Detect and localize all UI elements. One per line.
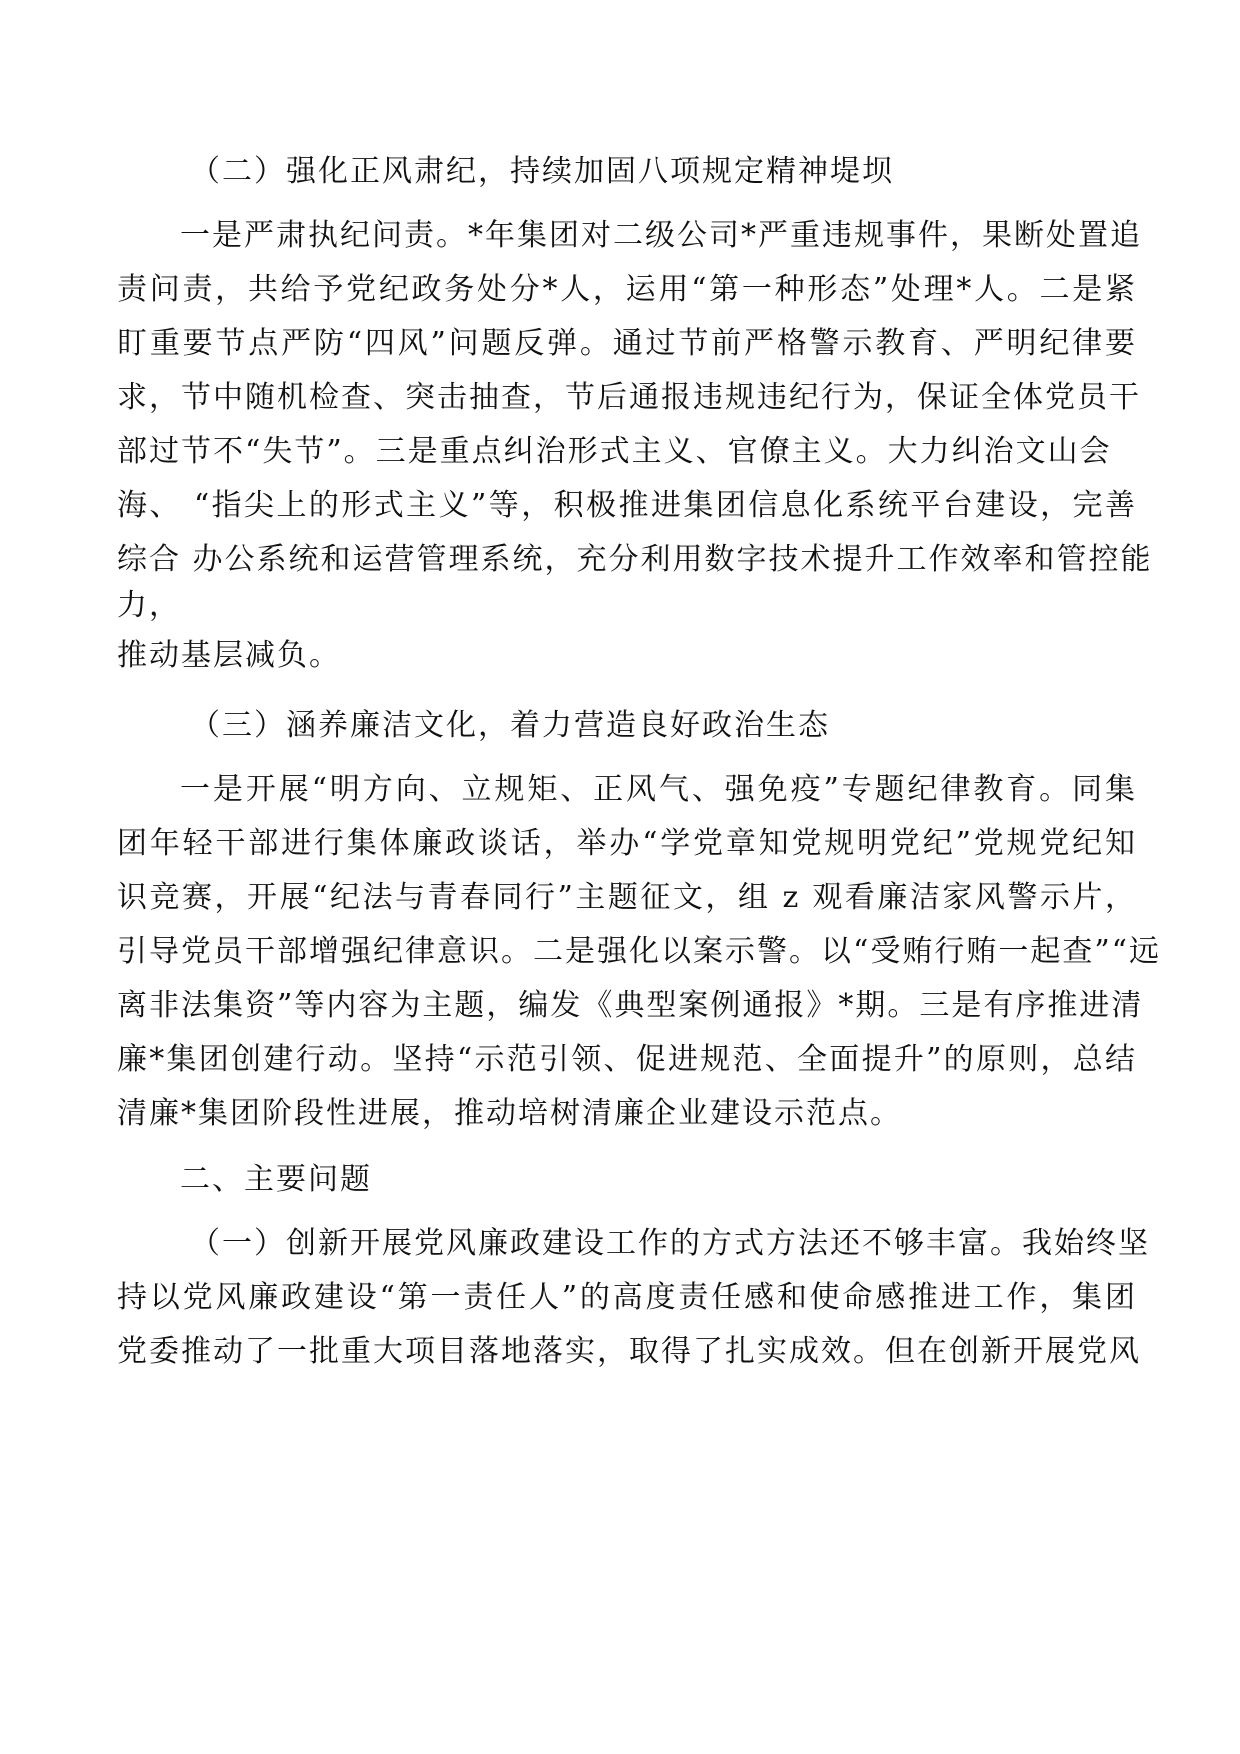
paragraph-line: 责问责，共给予党纪政务处分*人，运用“第一种形态”处理*人。二是紧	[117, 272, 1137, 307]
paragraph-line: 离非法集资”等内容为主题，编发《典型案例通报》*期。三是有序推进清	[117, 988, 1144, 1023]
chapter-heading: 二、主要问题	[180, 1162, 372, 1197]
paragraph-line: 求，节中随机检查、突击抽查，节后通报违规违纪行为，保证全体党员干	[117, 380, 1141, 415]
paragraph-line: 部过节不“失节”。三是重点纠治形式主义、官僚主义。大力纠治文山会	[117, 434, 1112, 469]
paragraph-line: 力，	[117, 588, 181, 623]
paragraph-line: 一是严肃执纪问责。*年集团对二级公司*严重违规事件，果断处置追	[180, 218, 1142, 253]
paragraph-line: 综合 办公系统和运营管理系统，充分利用数字技术提升工作效率和管控能	[117, 542, 1153, 577]
paragraph-line: 推动基层减负。	[117, 638, 341, 673]
paragraph-line: 盯重要节点严防“四风”问题反弹。通过节前严格警示教育、严明纪律要	[117, 326, 1137, 361]
paragraph-line: 团年轻干部进行集体廉政谈话，举办“学党章知党规明党纪”党规党纪知	[117, 826, 1137, 861]
paragraph-line: 廉*集团创建行动。坚持“示范引领、促进规范、全面提升”的原则，总结	[117, 1042, 1137, 1077]
section-heading: （二）强化正风肃纪，持续加固八项规定精神堤坝	[190, 154, 894, 189]
paragraph-line: 引导党员干部增强纪律意识。二是强化以案示警。以“受贿行贿一起查”“远	[117, 934, 1162, 969]
paragraph-line: （一）创新开展党风廉政建设工作的方式方法还不够丰富。我始终坚	[190, 1226, 1150, 1261]
paragraph-line: 识竞赛，开展“纪法与青春同行”主题征文，组 z 观看廉洁家风警示片，	[117, 880, 1137, 915]
section-heading: （三）涵养廉洁文化，着力营造良好政治生态	[190, 708, 830, 743]
paragraph-line: 海、 “指尖上的形式主义”等，积极推进集团信息化系统平台建设，完善	[117, 488, 1137, 523]
paragraph-line: 清廉*集团阶段性进展，推动培树清廉企业建设示范点。	[117, 1096, 902, 1131]
paragraph-line: 党委推动了一批重大项目落地落实，取得了扎实成效。但在创新开展党风	[117, 1334, 1141, 1369]
paragraph-line: 一是开展“明方向、立规矩、正风气、强免疫”专题纪律教育。同集	[180, 772, 1137, 807]
paragraph-line: 持以党风廉政建设“第一责任人”的高度责任感和使命感推进工作，集团	[117, 1280, 1137, 1315]
